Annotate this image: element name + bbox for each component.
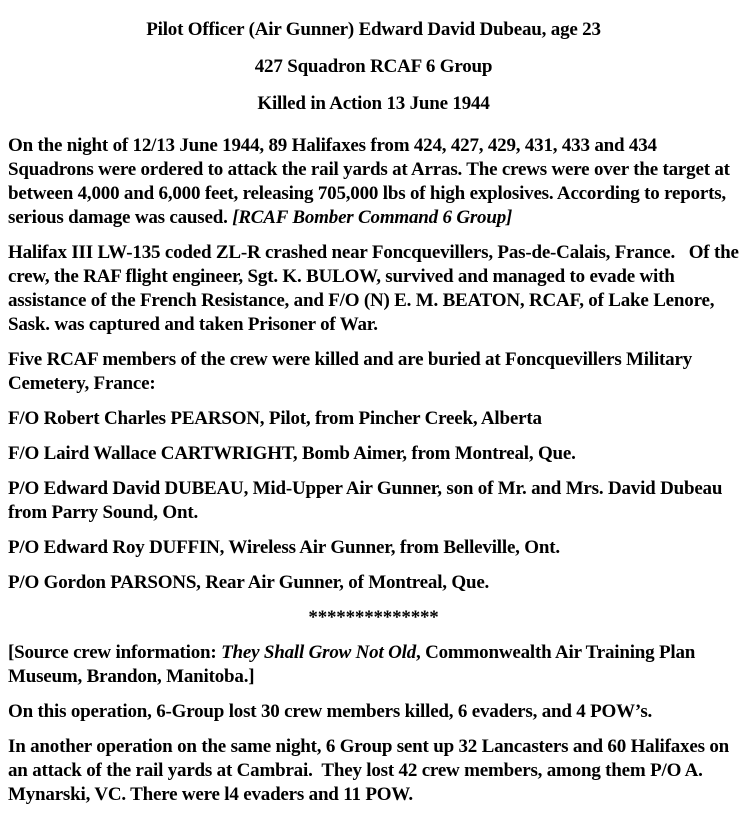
para-crash: Halifax III LW-135 coded ZL-R crashed near Foncquevillers, Pas-de-Calais, France. Of the crew, the RAF flight engineer, Sgt. K. BULOW, survived and managed to evade with assistance of the French Resistance, and F/O (N) E. M. BEATON, RCAF, of Lake Lenore, Sask. was captured and taken Prisoner of War. xyxy=(8,242,744,335)
source-suffix: , Commonwealth Air Training Plan Museum, Brandon, Manitoba.] xyxy=(8,642,700,687)
para-cambrai: In another operation on the same night, 6 Group sent up 32 Lancasters and 60 Halifaxes on an attack of the rail yards at Cambrai. They lost 42 crew members, among them P/O A. Mynarski, VC. There were l4 evaders and 11 POW. xyxy=(8,736,734,805)
crew-member-parsons: P/O Gordon PARSONS, Rear Air Gunner, of Montreal, Que. xyxy=(8,572,490,593)
doc-title-squadron-line: 427 Squadron RCAF 6 Group xyxy=(254,56,493,77)
para-operation-citation: [RCAF Bomber Command 6 Group] xyxy=(232,207,513,228)
doc-title-killed-in-action-line: Killed in Action 13 June 1944 xyxy=(257,93,490,114)
para-losses: On this operation, 6-Group lost 30 crew members killed, 6 evaders, and 4 POW’s. xyxy=(8,701,653,722)
asterisk-separator: ************** xyxy=(308,607,439,628)
para-source xyxy=(8,641,739,689)
crew-member-cartwright: F/O Laird Wallace CARTWRIGHT, Bomb Aimer, from Montreal, Que. xyxy=(8,443,576,464)
crew-member-dubeau: P/O Edward David DUBEAU, Mid-Upper Air Gunner, son of Mr. and Mrs. David Dubeau from Parry Sound, Ont. xyxy=(8,478,727,523)
source-book-title: They Shall Grow Not Old xyxy=(221,642,416,663)
crew-member-duffin: P/O Edward Roy DUFFIN, Wireless Air Gunner, from Belleville, Ont. xyxy=(8,537,560,558)
para-operation xyxy=(8,134,739,230)
source-prefix: [Source crew information: xyxy=(8,642,222,663)
para-burial-intro: Five RCAF members of the crew were killed and are buried at Foncquevillers Military Cemetery, France: xyxy=(8,349,697,394)
doc-title-name-line: Pilot Officer (Air Gunner) Edward David Dubeau, age 23 xyxy=(146,19,601,40)
crew-member-pearson: F/O Robert Charles PEARSON, Pilot, from Pincher Creek, Alberta xyxy=(8,408,542,429)
para-operation-text: On the night of 12/13 June 1944, 89 Halifaxes from 424, 427, 429, 431, 433 and 434 Squadrons were ordered to attack the rail yards at Arras. The crews were over the target at between 4,000 and 6,000 feet, releasing 705,000 lbs of high explosives. According to reports, serious damage was caused. xyxy=(8,135,735,228)
